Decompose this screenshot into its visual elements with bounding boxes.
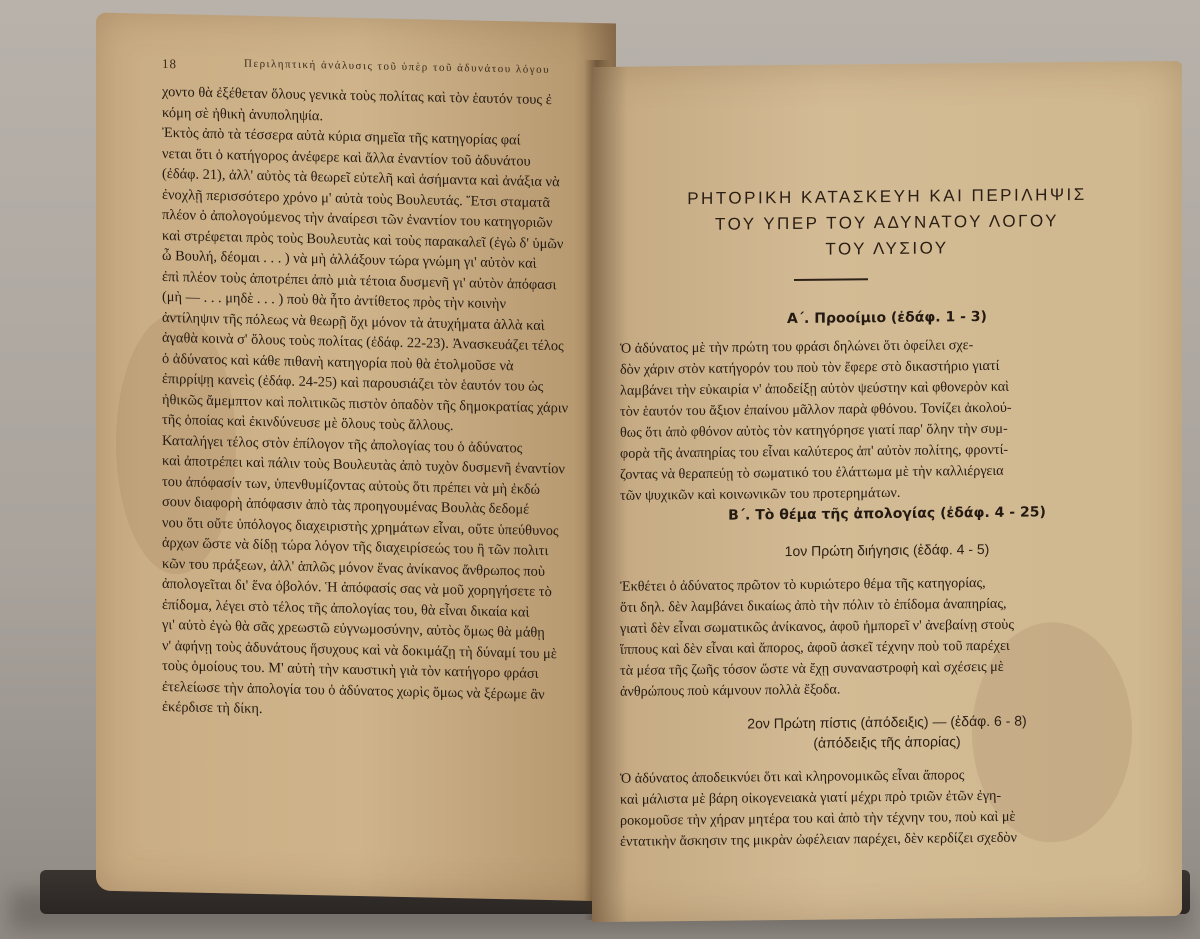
text-line: τὰ μέσα τῆς ζωῆς τόσον ὥστε νὰ ἔχῃ συναναστροφὴ καὶ σχέσεις μὲ — [620, 658, 1004, 679]
left-page-body — [162, 82, 616, 727]
text-line: λαμβάνει τὴν εὐκαιρία ν' ἀποδείξῃ αὐτὸν ψεύστην καὶ φθονερὸν καὶ — [620, 378, 1009, 399]
running-head: Περιληπτική ἀνάλυσις τοῦ ὑπὲρ τοῦ ἀδυνάτου λόγου — [244, 57, 551, 77]
text-line: ὦ Βουλή, δέομαι . . . ) νὰ μὴ ἀλλάξουν τώρα γνώμη γι' αὐτὸν καὶ — [162, 247, 537, 272]
text-line: (μὴ — . . . μηδὲ . . . ) ποὺ θὰ ἦτο ἀντίθετος πρὸς τὴν κοινὴν — [162, 288, 506, 313]
chapter-title-line: ΡΗΤΟΡΙΚΗ ΚΑΤΑΣΚΕΥΗ ΚΑΙ ΠΕΡΙΛΗΨΙΣ — [687, 184, 1087, 209]
text-line: κῶν του πράξεων, ἀλλ' ἁπλῶς μόνον ἕνας ἀνίκανος ἄνθρωπος ποὺ — [162, 555, 546, 580]
section-heading-a: Α΄. Προοίμιο (ἐδάφ. 1 - 3) — [787, 308, 987, 328]
text-line: κόμη σὲ ἠθικὴ ἀνυποληψία. — [162, 104, 324, 124]
paragraph-diegesis — [620, 571, 1150, 703]
text-line: πλέον ὁ ἀπολογούμενος τὴν ἀναίρεσι τῶν ἐναντίον του κατηγοριῶν — [162, 206, 553, 232]
left-page-header — [162, 55, 602, 77]
subheading-2-note: (ἀπόδειξις τῆς ἀπορίας) — [813, 733, 961, 751]
text-line: ροκομοῦσε τὴν χήραν μητέρα του καὶ ἀπὸ τὴν τέχνην του, ποὺ καὶ μὲ — [620, 808, 1016, 829]
text-line: καὶ ἀποτρέπει καὶ πάλιν τοὺς Βουλευτὰς ἀπὸ τυχὸν δυσμενῆ ἐναντίον — [162, 452, 565, 478]
text-line: (ἐδάφ. 21), ἀλλ' αὐτὸς τὰ θεωρεῖ εὐτελῆ καὶ ἀσήμαντα καὶ ἀνάξια νὰ — [162, 165, 560, 191]
section-heading-b: Β΄. Τὸ θέμα τῆς ἀπολογίας (ἐδάφ. 4 - 25) — [728, 504, 1046, 524]
text-line: ἀγαθὰ κοινὰ σ' ὅλους τοὺς πολίτας (ἐδάφ. 22-23). Ἀνασκευάζει τέλος — [162, 329, 564, 355]
text-line: ἐτελείωσε τὴν ἀπολογία του ὁ ἀδύνατος χωρὶς ὅμως νὰ ξέρωμε ἂν — [162, 678, 545, 703]
text-line: ἐπιρρίψῃ κανεὶς (ἐδάφ. 24-25) καὶ παρουσιάζει τὸν ἑαυτόν του ὡς — [162, 370, 544, 395]
left-page — [96, 13, 616, 902]
text-line: ἵππους καὶ δὲν εἶναι καὶ ἄπορος, ἀφοῦ ἀσκεῖ τέχνην ποὺ τοῦ παρέχει — [620, 637, 1010, 658]
text-line: τοὺς ὁμοίους του. Μ' αὐτὴ τὴν καυστικὴ γιὰ τὸν κατήγορο φράσι — [162, 657, 539, 682]
text-line: ὅτι δηλ. δὲν λαμβάνει δικαίως ἀπὸ τὴν πόλιν τὸ ἐπίδομα ἀναπηρίας, — [620, 595, 1007, 616]
title-divider — [794, 278, 868, 281]
text-line: τῆς ὁποίας καὶ ἐκινδύνευσε μὲ ὅλους τοὺς ἄλλους. — [162, 411, 454, 435]
text-line: ἀντίληψιν τῆς πόλεως νὰ θεωρῇ ὄχι μόνον τὰ ἀτυχήματα ἀλλὰ καὶ — [162, 309, 545, 334]
text-line: ἐπίδομα, λέγει στὸ τέλος τῆς ἀπολογίας του, θὰ εἶναι δικαία καὶ — [162, 596, 530, 621]
subheading-2: 2ον Πρώτη πίστις (ἀπόδειξις) — (ἐδάφ. 6 - 8) — [747, 712, 1027, 732]
chapter-title-line: ΤΟΥ ΥΠΕΡ ΤΟΥ ΑΔΥΝΑΤΟΥ ΛΟΓΟΥ — [715, 211, 1059, 234]
text-line: ἀνθρώπους ποὺ κάμνουν πολλὰ ἔξοδα. — [620, 681, 841, 700]
text-line: νου ὅτι οὔτε ὑπόλογος διαχειριστὴς χρημάτων εἶναι, οὔτε ὑπεύθυνος — [162, 514, 559, 539]
text-line: Ἐκθέτει ὁ ἀδύνατος πρῶτον τὸ κυριώτερο θέμα τῆς κατηγορίας, — [620, 574, 986, 595]
text-line: ἐπὶ πλέον τοὺς ἀποτρέπει ἀπὸ μιὰ τέτοια δυσμενῆ γι' αὐτὸν ἀπόφασι — [162, 268, 557, 293]
page-number: 18 — [162, 55, 177, 72]
right-page — [592, 61, 1182, 922]
text-line: νεται ὅτι ὁ κατήγορος ἀνέφερε καὶ ἄλλα ἐναντίον τοῦ ἀδυνάτου — [162, 145, 531, 170]
text-line: του ἀπόφασίν των, ὑπενθυμίζοντας αὐτοὺς ὅτι πρέπει νὰ μὴ ἐκδώ — [162, 473, 541, 498]
text-line: φορὰ τῆς ἀναπηρίας του εἶναι καλύτερος ἀπ' αὐτὸν πολίτης, φροντί- — [620, 441, 1009, 462]
chapter-title-line: ΤΟΥ ΛΥΣΙΟΥ — [825, 238, 949, 259]
paragraph-pistis — [620, 763, 1150, 853]
text-line: Καταλήγει τέλος στὸν ἐπίλογον τῆς ἀπολογίας του ὁ ἀδύνατος — [162, 432, 523, 456]
text-line: ἀπολογεῖται δι' ἕνα ὀβολόν. Ἡ ἀπόφασίς σας νὰ μοῦ χορηγήσετε τὸ — [162, 575, 552, 601]
text-line: γι' αὐτὸ ἐγὼ θὰ σᾶς χρεωστῶ εὐγνωμοσύνην, αὐτὸς ὅμως θὰ μάθῃ — [162, 616, 545, 641]
text-line: ἀρχων ὥστε νὰ δίδῃ τώρα λόγον τῆς διαχειρίσεώς του ἢ τῶν πολιτι — [162, 534, 549, 560]
subheading-1: 1ον Πρώτη διήγησις (ἐδάφ. 4 - 5) — [784, 540, 990, 560]
text-line: ὁ ἀδύνατος καὶ κάθε πιθανὴ κατηγορία ποὺ θὰ ἐτολμοῦσε νὰ — [162, 350, 514, 374]
text-line: καὶ στρέφεται πρὸς τοὺς Βουλευτὰς καὶ τοὺς παρακαλεῖ (ἐγὼ δ' ὑμῶν — [162, 227, 564, 252]
text-line: ἠθικῶς ἄμεμπτον καὶ πολιτικῶς πιστὸν ὀπαδὸν τῆς δημοκρατίας χάριν — [162, 391, 569, 416]
text-line: ἐνοχλῇ περισσότερο χρόνο μ' αὐτὰ τοὺς Βουλευτάς. Ἔτσι σταματᾶ — [162, 186, 551, 211]
text-line: καὶ μάλιστα μὲ βάρη οἰκογενειακὰ γιατί μέχρι πρὸ τριῶν ἐτῶν ἐγη- — [620, 787, 1002, 808]
text-line: Ἐκτὸς ἀπὸ τὰ τέσσερα αὐτὰ κύρια σημεῖα τῆς κατηγορίας φαί — [162, 124, 521, 149]
text-line: τῶν ψυχικῶν καὶ κοινωνικῶν του προτερημάτων. — [620, 484, 901, 504]
text-line: ν' ἀφήνῃ τοὺς ἀδυνάτους ἥσυχους καὶ νὰ δοκιμάζῃ τὴ δύναμί του μὲ — [162, 637, 557, 662]
text-line: Ὁ ἀδύνατος μὲ τὴν πρώτη του φράσι δηλώνει ὅτι ὀφείλει σχε- — [620, 337, 974, 357]
text-line: θως ὅτι ἀπὸ φθόνον αὐτὸς τὸν κατηγόρησε γιατί παρ' ὅλην τὴν συμ- — [620, 420, 1008, 441]
text-line: ἐκέρδισε τὴ δίκη. — [162, 698, 263, 718]
text-line: δὸν χάριν στὸν κατήγορόν του ποὺ τὸν ἔφερε στὸ δικαστήριο γιατί — [620, 357, 1000, 378]
text-line: σουν διαφορὴ ἀπόφασιν ἀπὸ τὰς προηγουμένας Βουλὰς δεδομέ — [162, 493, 530, 518]
chapter-title — [592, 181, 1182, 265]
text-line: ἐντατικὴν ἄσκησιν της μικρὰν ὠφέλειαν παρέχει, δὲν κερδίζει σχεδὸν — [620, 829, 1017, 850]
text-line: γιατὶ δὲν εἶναι σωματικῶς ἀνίκανος, ἀφοῦ ἠμπορεῖ ν' ἀνεβαίνῃ στοὺς — [620, 616, 1014, 637]
paragraph-prooimio — [620, 333, 1150, 507]
text-line: χοντο θὰ ἐξέθεταν ὅλους γενικὰ τοὺς πολίτας καὶ τὸν ἑαυτόν τους ἐ — [162, 83, 552, 109]
text-line: ζοντας νὰ θεραπεύῃ τὸ σωματικό του ἐλάττωμα μὲ τὴν καλλιέργεια — [620, 462, 1004, 483]
text-line: τὸν ἑαυτόν του ἄξιον ἐπαίνου μᾶλλον παρὰ φθόνου. Τονίζει ἀκολού- — [620, 399, 1012, 420]
text-line: Ὁ ἀδύνατος ἀποδεικνύει ὅτι καὶ κληρονομικῶς εἶναι ἄπορος — [620, 767, 965, 787]
